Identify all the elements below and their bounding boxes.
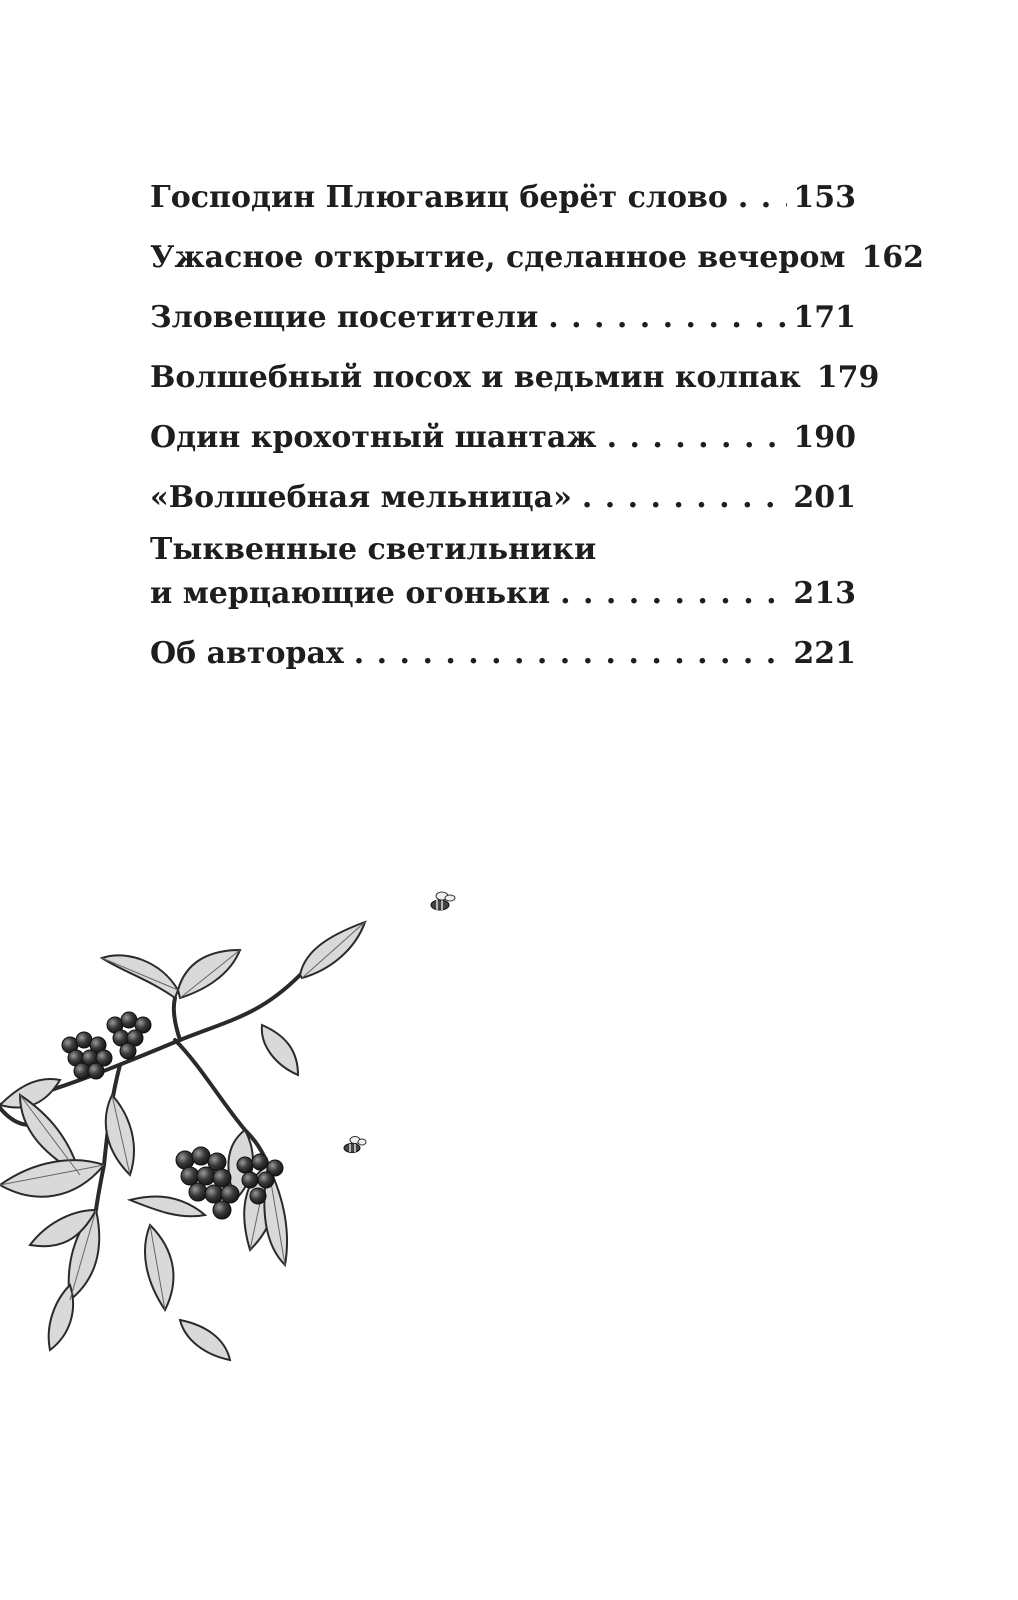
toc-leader-dots (560, 572, 787, 616)
berry-drupelet (181, 1167, 199, 1185)
bee-icon (344, 1137, 366, 1153)
toc-leader-dots (354, 624, 788, 684)
toc-entry-title: Ужасное открытие, сделанное вечером (150, 240, 846, 275)
toc-leader-dots (582, 468, 788, 528)
toc-entry-title-line1: Тыквенные светильники (150, 532, 597, 567)
berry-drupelet (205, 1185, 223, 1203)
toc-entry-title: Об авторах (150, 636, 344, 671)
berry-drupelet (88, 1063, 104, 1079)
berry-drupelet (120, 1043, 136, 1059)
toc-entry[interactable] (150, 624, 856, 684)
leaf-shape (0, 1160, 104, 1197)
berry-drupelet (242, 1172, 258, 1188)
leaf-shape (49, 1285, 73, 1350)
bee-icon (431, 892, 455, 910)
berry-drupelet (221, 1185, 239, 1203)
leaf-shape (180, 1320, 230, 1360)
berry-drupelet (176, 1151, 194, 1169)
toc-entry[interactable] (150, 408, 856, 468)
toc-leader-dots (607, 408, 788, 468)
toc-entry[interactable] (150, 348, 880, 408)
toc-entry-title: Господин Плюгавиц берёт слово (150, 180, 728, 215)
berry-drupelet (213, 1201, 231, 1219)
toc-entry[interactable] (150, 528, 856, 624)
toc-entry[interactable] (150, 468, 856, 528)
toc-entry-page: 221 (793, 636, 856, 671)
berry-drupelet (237, 1157, 253, 1173)
toc-entry-page: 179 (816, 360, 880, 395)
berry-drupelet (189, 1183, 207, 1201)
toc-entry-page: 201 (793, 480, 856, 515)
toc-entry-title: Зловещие посетители (150, 300, 539, 335)
berry-drupelet (192, 1147, 210, 1165)
berry-drupelet (258, 1172, 274, 1188)
toc-entry-title: «Волшебная мельница» (150, 480, 572, 515)
leaf-shape (102, 955, 178, 998)
toc-entry-page: 153 (793, 180, 856, 215)
toc-entry-title-line2: и мерцающие огоньки (150, 576, 551, 611)
toc-leader-dots (738, 168, 788, 228)
leaf-shape (262, 1025, 298, 1075)
berry-drupelet (213, 1169, 231, 1187)
toc-entry[interactable] (150, 168, 856, 228)
table-of-contents (150, 168, 925, 684)
toc-entry-page: 190 (793, 420, 856, 455)
berry-drupelet (197, 1167, 215, 1185)
berry-drupelet (250, 1188, 266, 1204)
toc-entry-title: Один крохотный шантаж (150, 420, 597, 455)
berry-drupelet (252, 1154, 268, 1170)
toc-entry-page: 162 (861, 240, 925, 275)
toc-entry[interactable] (150, 288, 856, 348)
blackberry-branch-illustration (0, 880, 520, 1400)
toc-entry-page: 213 (793, 576, 856, 611)
leaf-shape (145, 1225, 173, 1310)
toc-leader-dots (548, 288, 787, 348)
leaf-shape (106, 1095, 134, 1175)
toc-entry-title: Волшебный посох и ведьмин колпак (150, 360, 801, 395)
toc-entry-page: 171 (793, 300, 856, 335)
toc-entry[interactable] (150, 228, 925, 288)
